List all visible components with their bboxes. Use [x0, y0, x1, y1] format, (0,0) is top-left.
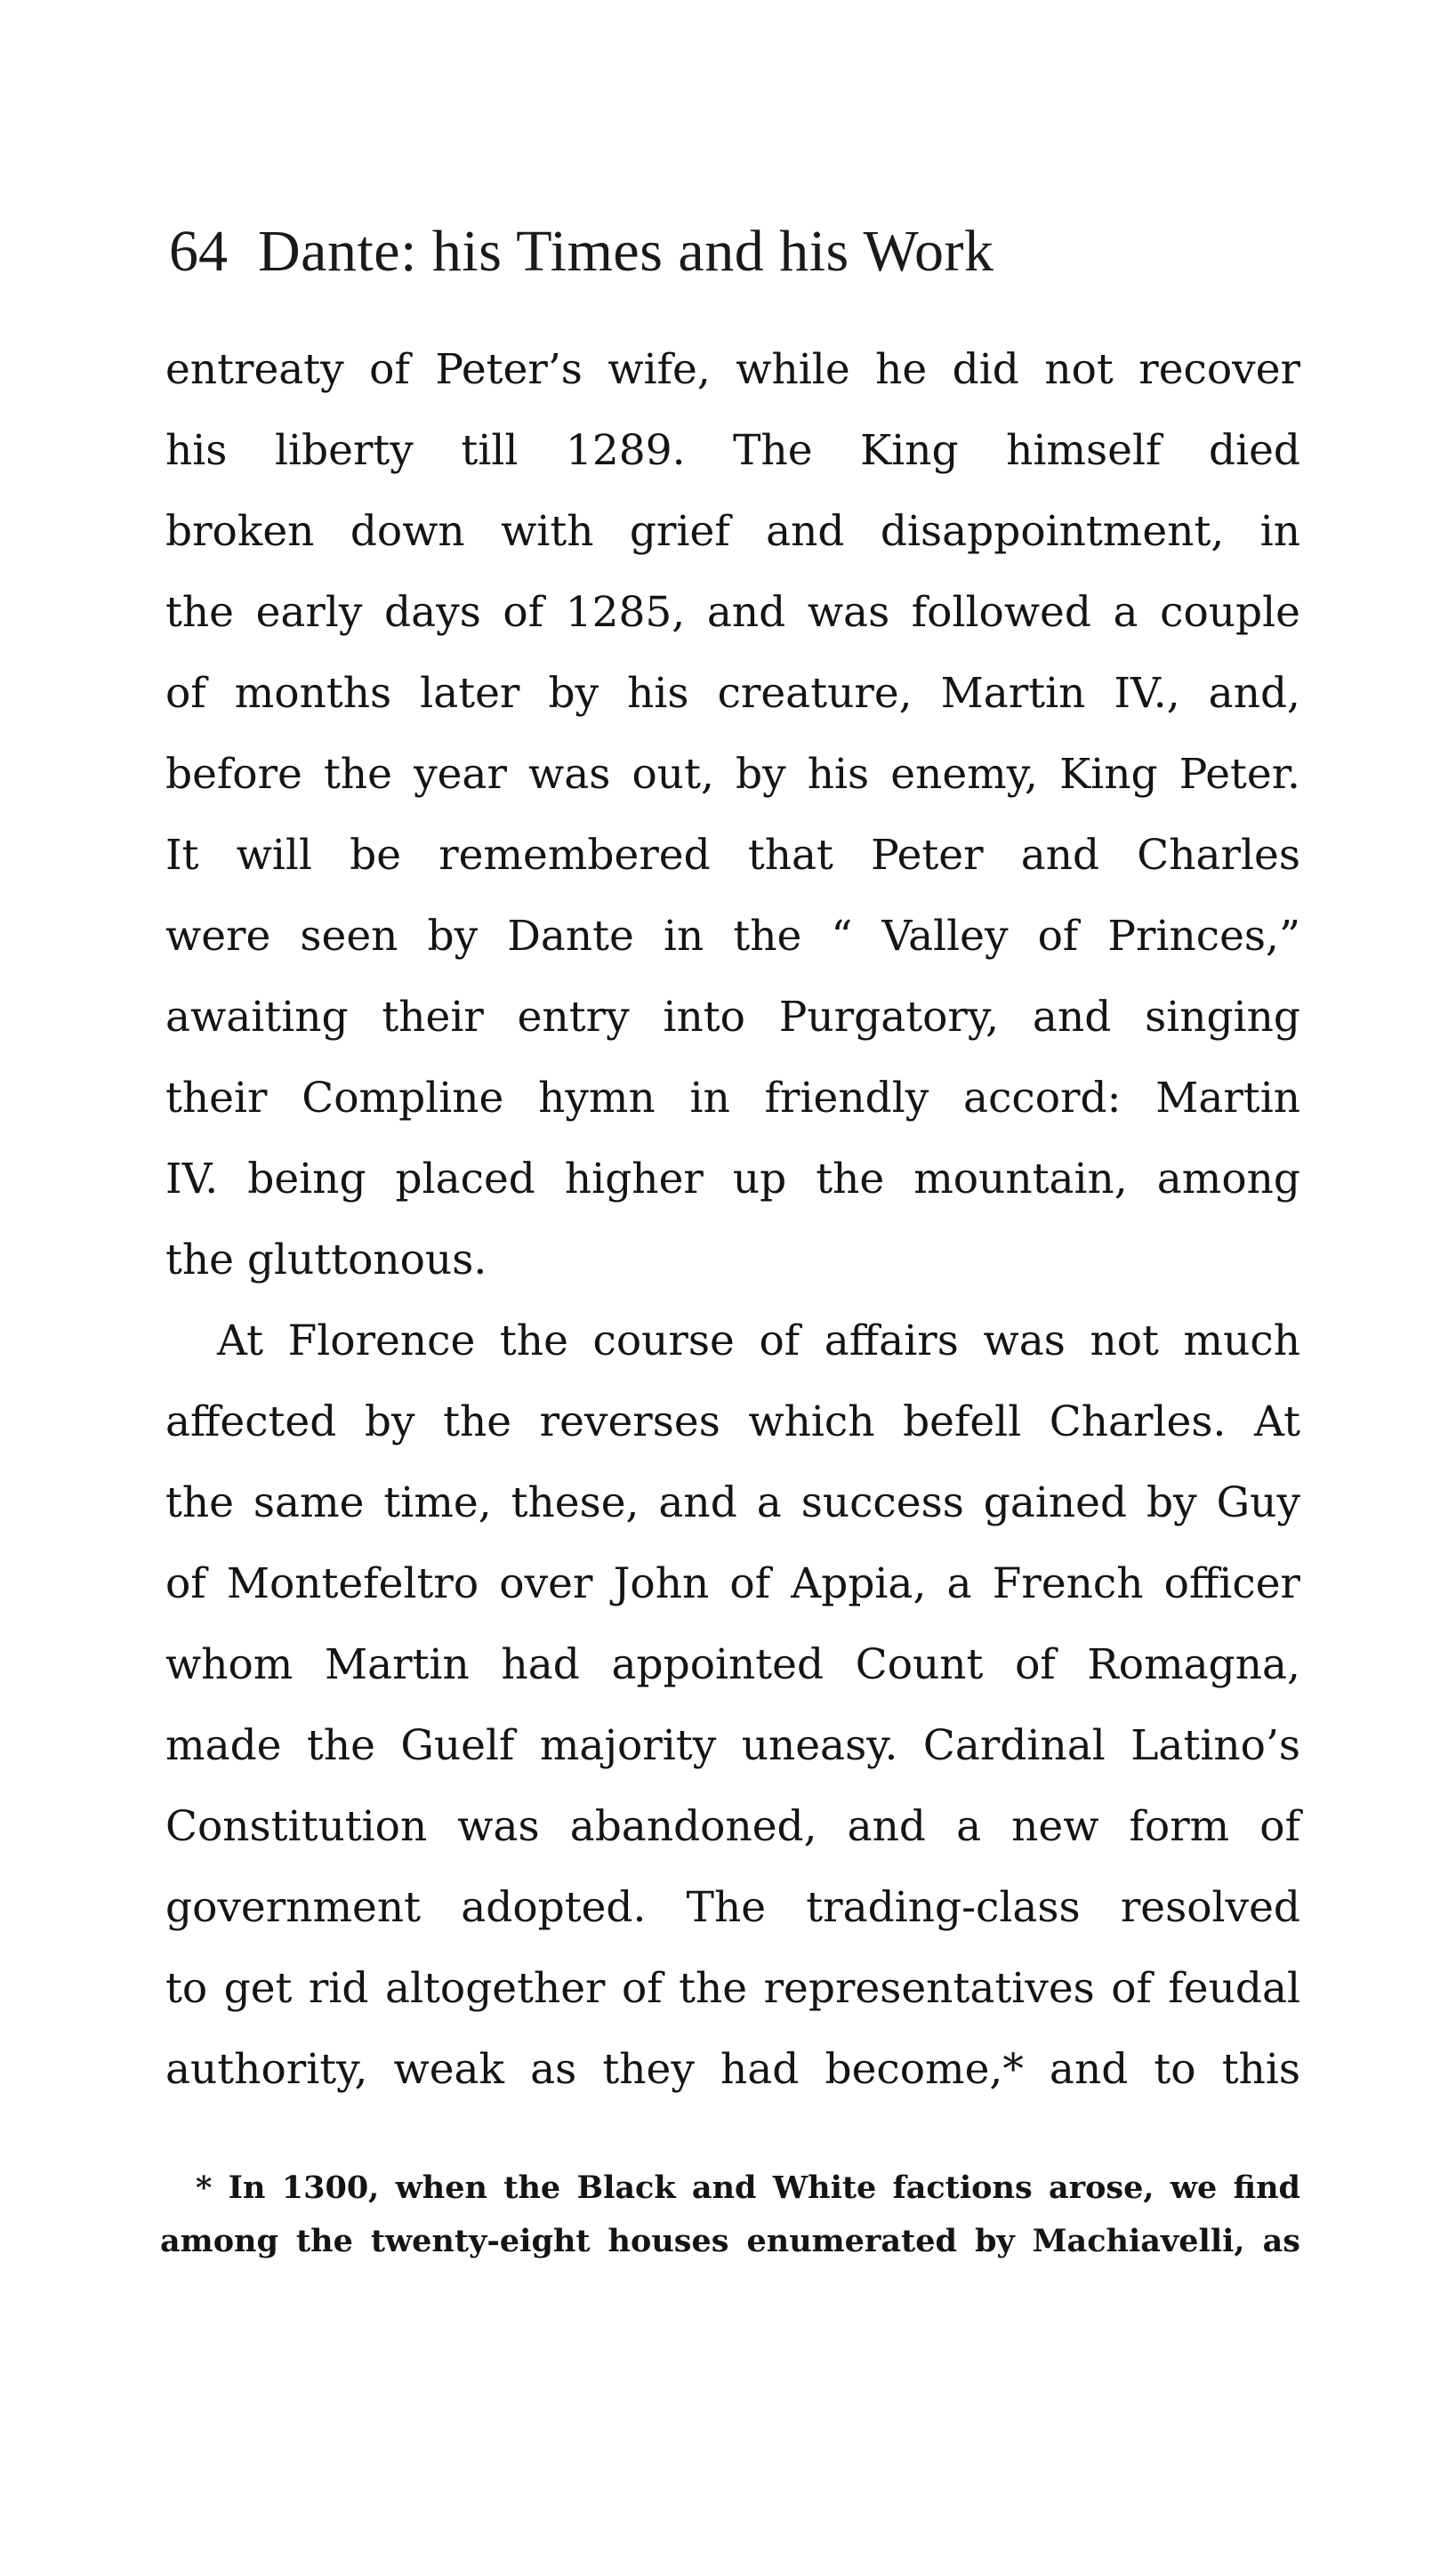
text-line: awaiting their entry into Purgatory, and singing	[165, 993, 1300, 1042]
text-line: government adopted. The trading-class resolved	[165, 1883, 1300, 1932]
footnote-line: among the twenty-eight houses enumerated by Machiavelli, as	[160, 2223, 1300, 2259]
text-line: his liberty till 1289. The King himself died	[165, 426, 1300, 475]
text-line: their Compline hymn in friendly accord: Martin	[165, 1074, 1300, 1123]
text-line: the early days of 1285, and was followed a couple	[165, 588, 1300, 637]
text-line: It will be remembered that Peter and Charles	[165, 831, 1300, 880]
text-line: the gluttonous.	[165, 1236, 487, 1284]
page-number: 64	[169, 219, 228, 284]
text-line: to get rid altogether of the representatives of feudal	[165, 1964, 1300, 2013]
text-line: authority, weak as they had become,* and to this	[165, 2045, 1300, 2094]
text-line: entreaty of Peter’s wife, while he did not recover	[165, 345, 1300, 394]
text-line: made the Guelf majority uneasy. Cardinal Latino’s	[165, 1721, 1300, 1770]
text-line: At Florence the course of affairs was not much	[217, 1316, 1300, 1365]
text-line: IV. being placed higher up the mountain, among	[165, 1155, 1300, 1203]
body-text	[165, 329, 1300, 2110]
footnote-line: * In 1300, when the Black and White factions arose, we find	[196, 2169, 1300, 2206]
text-line: the same time, these, and a success gained by Guy	[165, 1478, 1300, 1527]
text-line: of Montefeltro over John of Appia, a French officer	[165, 1559, 1300, 1608]
running-head	[169, 212, 994, 292]
paragraph	[165, 1300, 1300, 2110]
footnote	[160, 2161, 1300, 2268]
running-title: Dante: his Times and his Work	[258, 219, 994, 284]
text-line: before the year was out, by his enemy, King Peter.	[165, 750, 1300, 799]
text-line: were seen by Dante in the “ Valley of Princes,”	[165, 912, 1300, 961]
text-line: broken down with grief and disappointment, in	[165, 507, 1300, 556]
text-line: whom Martin had appointed Count of Romagna,	[165, 1640, 1300, 1689]
text-line: affected by the reverses which befell Charles. At	[165, 1397, 1300, 1446]
paragraph	[165, 329, 1300, 1300]
text-line: Constitution was abandoned, and a new form of	[165, 1802, 1300, 1851]
text-line: of months later by his creature, Martin IV., and,	[165, 669, 1300, 718]
